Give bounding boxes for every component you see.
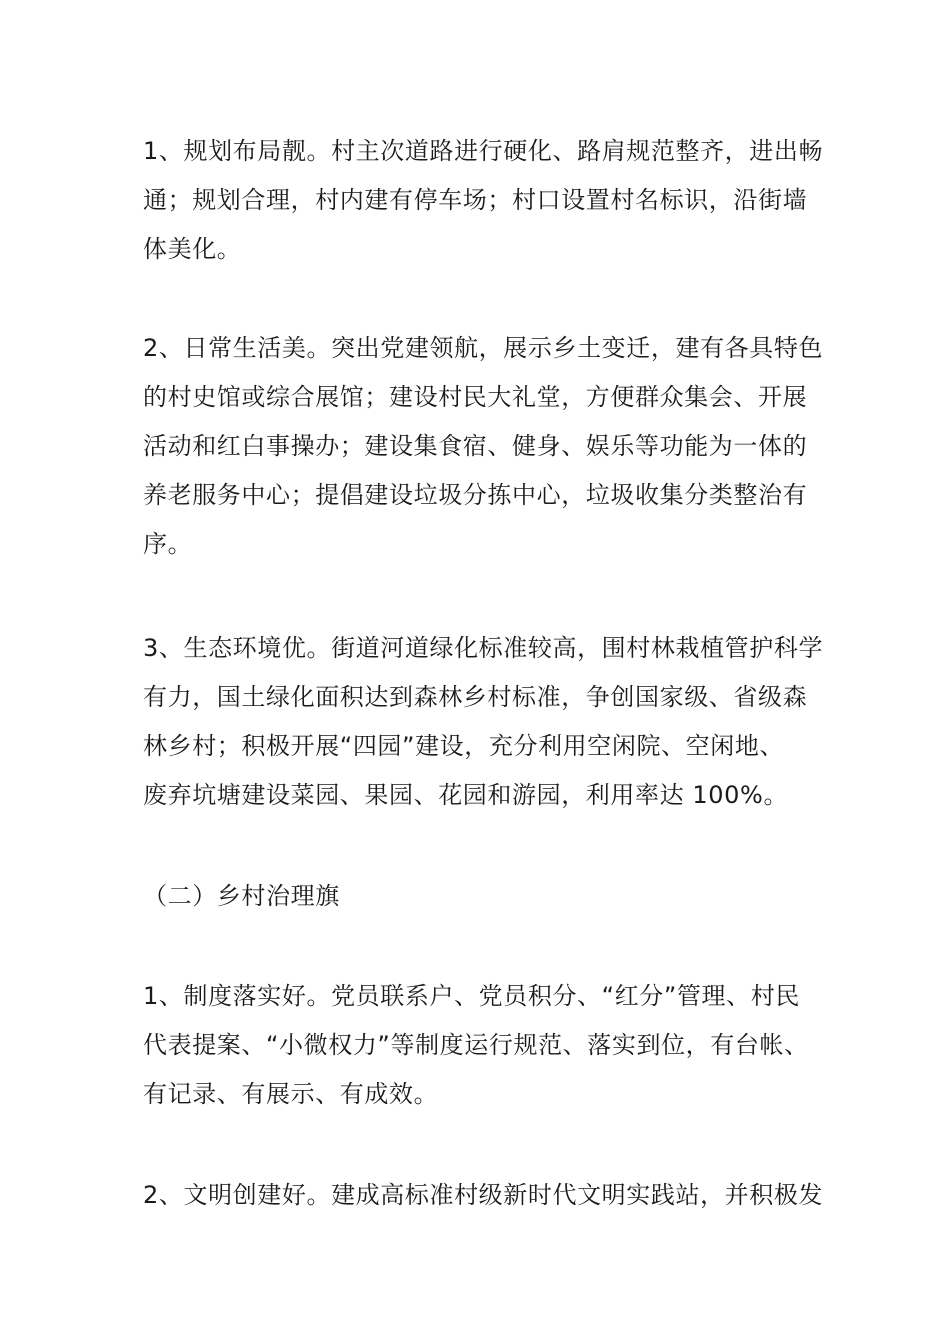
paragraph-institution [143,972,823,1119]
text-line: 3、生态环境优。街道河道绿化标准较高，围村林栽植管护科学 [143,634,824,662]
text-line: 代表提案、“小微权力”等制度运行规范、落实到位，有台帐、 [143,1031,809,1059]
text-line: 体美化。 [143,235,242,263]
text-line: 废弃坑塘建设菜园、果园、花园和游园，利用率达 100%。 [143,781,789,809]
text-line: 活动和红白事操办；建设集食宿、健身、娱乐等功能为一体的 [143,432,808,460]
text-line: 2、文明创建好。建成高标准村级新时代文明实践站，并积极发 [143,1181,824,1209]
paragraph-planning-layout [143,127,823,274]
text-line: 通；规划合理，村内建有停车场；村口设置村名标识，沿街墙 [143,186,808,214]
text-line: 有记录、有展示、有成效。 [143,1080,439,1108]
paragraph-civilization [143,1171,823,1220]
paragraph-daily-life [143,324,823,569]
paragraph-ecology [143,624,823,820]
section-heading: （二）乡村治理旗 [143,882,340,910]
text-line: 有力，国土绿化面积达到森林乡村标准，争创国家级、省级森 [143,683,808,711]
text-line: 的村史馆或综合展馆；建设村民大礼堂，方便群众集会、开展 [143,383,808,411]
text-line: 2、日常生活美。突出党建领航，展示乡土变迁，建有各具特色 [143,334,824,362]
text-line: 序。 [143,530,193,558]
text-line: 养老服务中心；提倡建设垃圾分拣中心，垃圾收集分类整治有 [143,481,808,509]
text-line: 1、制度落实好。党员联系户、党员积分、“红分”管理、村民 [143,982,800,1010]
text-line: 1、规划布局靓。村主次道路进行硬化、路肩规范整齐，进出畅 [143,137,824,165]
text-line: 林乡村；积极开展“四园”建设，充分利用空闲院、空闲地、 [143,732,785,760]
